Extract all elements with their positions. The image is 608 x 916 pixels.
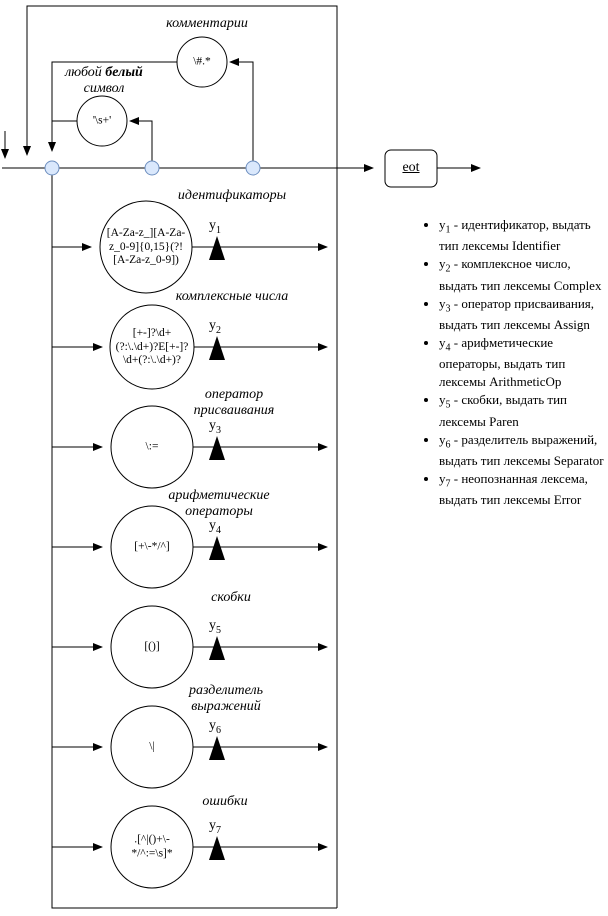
row-output-label-y3: $y_3$ [209,418,221,436]
junction-node [45,161,59,175]
output-marker-y1 [209,236,225,260]
whitespace-loop-label [65,65,143,97]
distribution-line [52,168,337,908]
whitespace-label-normal: любой [65,65,106,80]
row-regex-identifiers: [A-Za-z_][A-Za- z_0-9]{0,15}(?! [A-Za-z_0-9]) [106,226,186,266]
output-marker-y3 [209,436,225,460]
legend-item-y1: • $y_1$ - идентификатор, выдать тип лексемы Identifier [439,216,606,255]
legend-item-y3: • $y_3$ - оператор присваивания, выдать тип лексемы Assign [439,295,606,334]
row-regex-errors: .[^|()+\- */^:=\s]* [131,833,173,859]
output-marker-y6 [209,736,225,760]
legend-item-y5: • $y_5$ - скобки, выдать тип лексемы Paren [439,391,606,430]
eot-label: eot [402,160,420,175]
row-output-label-y6: $y_6$ [209,718,221,736]
row-output-label-y4: $y_4$ [209,518,221,536]
row-label-complex: комплексные числа [175,289,289,304]
output-marker-y7 [209,836,225,860]
row-output-label-y1: $y_1$ [209,218,221,236]
legend-item-y6: • $y_6$ - разделитель выражений, выдать тип лексемы Separator [439,431,606,470]
row-regex-assign: \:= [145,440,159,453]
row-output-label-y2: $y_2$ [209,318,221,336]
row-output-label-y5: $y_5$ [209,618,221,636]
legend-item-y2: • $y_2$ - комплексное число, выдать тип лексемы Complex [439,255,606,294]
legend-list [424,216,606,509]
row-label-arithmetic: арифметические операторы [168,488,270,519]
comment-loop-label: комментарии [166,16,248,31]
legend-item-y7: • $y_7$ - неопознанная лексема, выдать тип лексемы Error [439,470,606,509]
row-regex-separator: \| [149,740,155,753]
row-label-paren: скобки [211,590,251,605]
row-output-label-y7: $y_7$ [209,818,221,836]
row-regex-arithmetic: [+\-*/^] [134,540,170,553]
comment-regex: \#.* [193,55,211,68]
legend [424,216,606,509]
row-regex-paren: [()] [144,640,160,653]
junction-node [145,161,159,175]
row-label-identifiers: идентификаторы [177,188,287,203]
legend-item-y4: • $y_4$ - арифметические операторы, выдать тип лексемы ArithmeticOp [439,334,606,391]
row-label-separator: разделитель выражений [189,683,263,714]
row-regex-complex: [+-]?\d+ (?:\.\d+)?E[+-]? \d+(?:\.\d+)? [115,326,189,366]
output-marker-y4 [209,536,225,560]
whitespace-label-bold: белый [105,65,143,80]
whitespace-label-line2: символ [83,81,125,96]
junction-node [246,161,260,175]
output-marker-y5 [209,636,225,660]
output-marker-y2 [209,336,225,360]
whitespace-regex: '\s+' [92,114,112,127]
row-label-errors: ошибки [202,794,248,809]
row-label-assign: оператор присваивания [193,387,275,418]
